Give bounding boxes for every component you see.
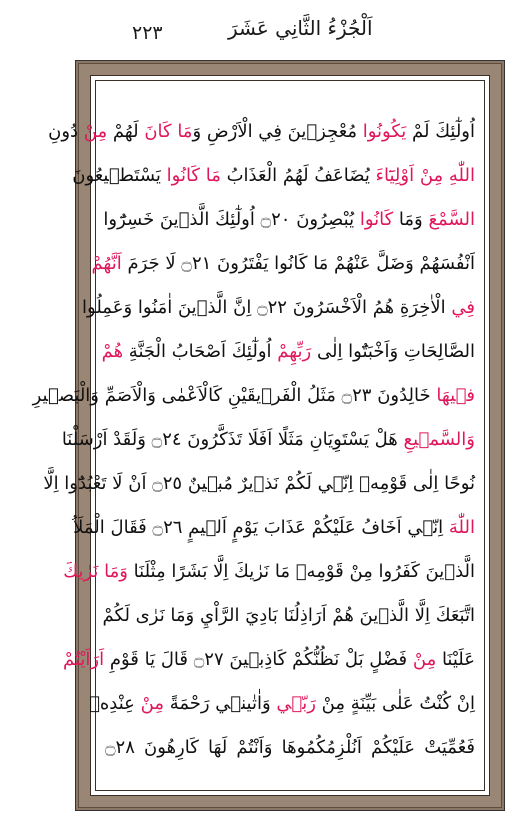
highlighted-word: مَا كَانُوا [166,165,221,186]
text-segment: اتَّبَعَكَ اِلَّا الَّذٖينَ هُمْ اَرَاذِلُنَا بَادِيَ الرَّاْيِ وَمَا نَرٰى لَكُمْ [102,605,475,626]
page-frame [32,60,505,811]
highlighted-word: مِنْ [83,121,108,142]
text-segment: نُوحًا اِلٰى قَوْمِهٖ اِنّٖي لَكُمْ نَذٖيرٌ مُبٖينٌ ۝٢٥ اَنْ لَا تَعْبُدُٓوا اِلَّا [43,473,475,494]
text-segment: دُونِ [48,121,84,142]
text-segment: الَّذٖينَ كَفَرُوا مِنْ قَوْمِهٖ مَا نَرٰيكَ اِلَّا بَشَرًا مِثْلَنَا [127,561,475,582]
text-segment: الصَّالِحَاتِ وَاَخْبَتُٓوا اِلٰى [311,341,475,362]
text-segment: اَنْفُسَهُمْ وَضَلَّ عَنْهُمْ مَا كَانُوا يَفْتَرُونَ ۝٢١ لَا جَرَمَ [121,253,475,274]
text-segment: عَلَيْنَا [436,649,475,670]
text-segment: خَالِدُونَ ۝٢٣ مَثَلُ الْفَرٖيقَيْنِ كَالْاَعْمٰى وَالْاَصَمِّ وَالْبَصٖيرِ [32,385,437,406]
text-line [105,728,475,768]
text-segment: يُبْصِرُونَ ۝٢٠ اُولٰٓئِكَ الَّذٖينَ خَسِرُٓوا [103,209,360,230]
quran-text [32,90,475,781]
highlighted-word: اَرَاَيْتُمْ [63,649,105,670]
text-segment: اُولٰٓئِكَ اَصْحَابُ الْجَنَّةِ [123,341,278,362]
text-segment: اِنْ كُنْتُ عَلٰى بَيِّنَةٍ مِنْ [315,693,475,714]
highlighted-word: وَمَا نَرٰيكَ [63,561,128,582]
page-header [0,0,518,58]
highlighted-word: فِي [451,297,475,318]
text-segment: اُولٰٓئِكَ لَمْ [406,121,475,142]
text-line [72,156,475,196]
text-panel [32,75,490,796]
text-line [105,200,475,240]
text-segment: عِنْدِهٖ [89,693,141,714]
highlighted-word: هُمْ [101,341,124,362]
text-line [32,376,475,416]
highlighted-word: اللّٰهَ [448,517,475,538]
highlighted-word: مَا كَانَ [144,121,193,142]
highlighted-word: اللّٰهِ مِنْ اَوْلِيَٓاءَ [375,165,475,186]
text-segment: يَسْتَطٖيعُونَ [72,165,167,186]
highlighted-word: يَكُونُوا [362,121,407,142]
text-line [73,508,475,548]
frame-border [32,63,502,808]
text-segment: فَضْلٍ بَلْ نَظُنُّكُمْ كَاذِبٖينَ ۝٢٧ قَالَ يَا قَوْمِ [104,649,413,670]
text-segment: وَمَا [393,209,429,230]
text-segment: الْاٰخِرَةِ هُمُ الْاَخْسَرُونَ ۝٢٢ اِنَّ الَّذٖينَ اٰمَنُوا وَعَمِلُوا [82,297,452,318]
highlighted-word: رَبِّهِمْ [277,341,312,362]
text-segment: يُضَاعَفُ لَهُمُ الْعَذَابُ [220,165,376,186]
highlighted-word: مِنْ [412,649,437,670]
text-segment: اِنّٖي اَخَافُ عَلَيْكُمْ عَذَابَ يَوْمٍ اَلٖيمٍ ۝٢٦ فَقَالَ الْمَلَاُ [73,517,449,538]
text-line [91,244,475,284]
text-line [102,596,475,636]
text-segment: وَاٰتٰينٖي رَحْمَةً [163,693,277,714]
juz-title: اَلْجُزْءُ الثَّانِي عَشَرَ [228,16,373,40]
highlighted-word: اَنَّهُمْ [91,253,122,274]
highlighted-word: رَبّٖي [276,693,316,714]
text-line [63,640,475,680]
text-line [43,464,475,504]
text-segment: هَلْ يَسْتَوِيَانِ مَثَلًا اَفَلَا تَذَكَّرُونَ ۝٢٤ وَلَقَدْ اَرْسَلْنَا [61,429,404,450]
text-line [101,332,475,372]
text-line [48,112,475,152]
highlighted-word: فٖيهَا [436,385,475,406]
text-line [82,288,475,328]
text-segment: لَهُمْ [107,121,145,142]
text-segment: مُعْجِزٖينَ فِي الْاَرْضِ وَ [192,121,363,142]
text-line [89,684,475,724]
text-line [63,552,475,592]
page-number: ٢٢٣ [132,22,163,44]
highlighted-word: وَالسَّمٖيعِ [403,429,475,450]
text-line [61,420,475,460]
highlighted-word: كَانُوا [359,209,394,230]
highlighted-word: السَّمْعَ [428,209,475,230]
highlighted-word: مِنْ [140,693,164,714]
text-segment: فَعُمِّيَتْ عَلَيْكُمْ اَنُلْزِمُكُمُوهَا وَاَنْتُمْ لَهَا كَارِهُونَ ۝٢٨ [105,737,475,758]
